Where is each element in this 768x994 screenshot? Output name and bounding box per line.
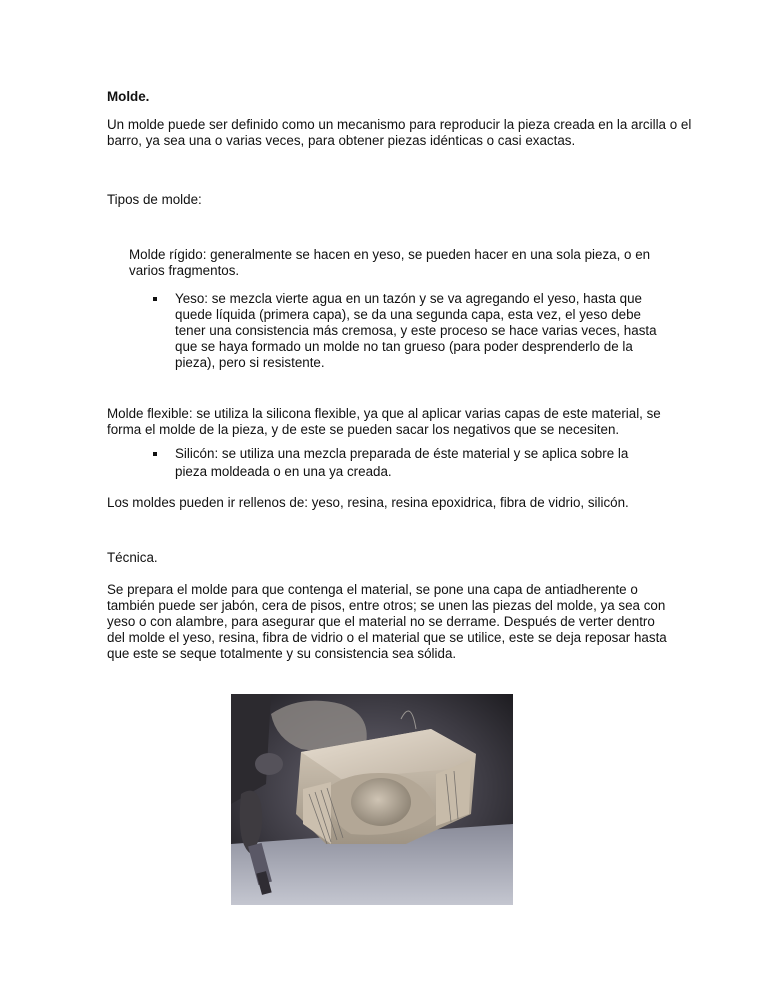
- list-item-text: Silicón: se utiliza una mezcla preparada de éste material y se aplica sobre la pieza moldeada o en una ya creada.: [175, 446, 629, 479]
- list-item: [153, 445, 653, 481]
- rigid-mold-bullets: [153, 291, 673, 371]
- technique-heading: Técnica.: [107, 550, 158, 565]
- bullet-square-icon: [153, 297, 157, 301]
- types-heading: Tipos de molde:: [107, 192, 202, 207]
- technique-paragraph: Se prepara el molde para que contenga el material, se pone una capa de antiadherente o también puede ser jabón, cera de pisos, entre otros; se unen las piezas del molde, ya sea con yeso o con alambre, para asegurar que el material no se derrame. Después de verter dentro del molde el yeso, resina, fibra de vidrio o el material que se utilice, este se deja reposar hasta que este se seque totalmente y su consistencia sea sólida.: [107, 582, 667, 661]
- bullet-square-icon: [153, 452, 157, 456]
- intro-paragraph: Un molde puede ser definido como un mecanismo para reproducir la pieza creada en la arcilla o el barro, ya sea una o varias veces, para obtener piezas idénticas o casi exactas.: [107, 117, 692, 148]
- flexible-mold-bullets: [153, 445, 653, 481]
- plaster-mold-photo: [231, 694, 513, 905]
- flexible-mold-paragraph: Molde flexible: se utiliza la silicona flexible, ya que al aplicar varias capas de este material, se forma el molde de la pieza, y de este se pueden sacar los negativos que se necesiten.: [107, 406, 661, 437]
- rigid-mold-paragraph: Molde rígido: generalmente se hacen en yeso, se pueden hacer en una sola pieza, o en varios fragmentos.: [129, 247, 651, 278]
- section-title: Molde.: [107, 89, 150, 104]
- list-item: [153, 291, 673, 371]
- list-item-text: Yeso: se mezcla vierte agua en un tazón y se va agregando el yeso, hasta que quede líquida (primera capa), se da una segunda capa, esta vez, el yeso debe tener una consistencia más cremosa, y este proceso se hace varias veces, hasta que se haya formado un molde no tan grueso (para poder desprenderlo de la pieza), pero si resistente.: [175, 291, 657, 370]
- fillings-paragraph: Los moldes pueden ir rellenos de: yeso, resina, resina epoxidrica, fibra de vidrio, silicón.: [107, 495, 629, 510]
